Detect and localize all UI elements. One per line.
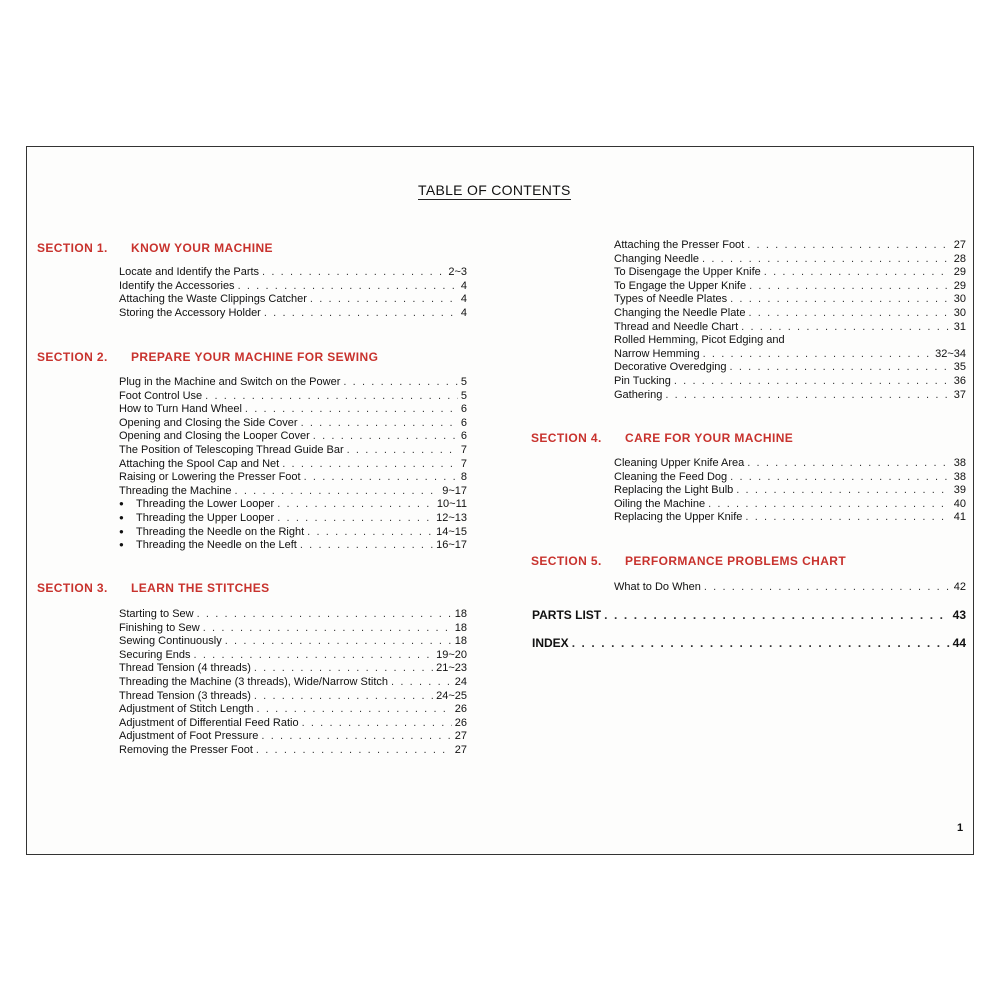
entry-label: Types of Needle Plates — [614, 293, 728, 306]
leader-dots — [391, 676, 452, 690]
toc-entry — [614, 348, 966, 362]
parts-list-label: PARTS LIST — [532, 608, 602, 622]
leader-dots — [730, 361, 951, 375]
entry-label: Raising or Lowering the Presser Foot — [119, 471, 301, 484]
entry-page: 40 — [953, 497, 966, 510]
toc-entry — [119, 280, 467, 294]
toc-entry — [119, 635, 467, 649]
entry-label: Threading the Machine — [119, 484, 232, 497]
toc-entry — [119, 512, 467, 526]
section-name: CARE FOR YOUR MACHINE — [625, 431, 794, 445]
toc-entry — [119, 539, 467, 553]
index-page: 44 — [952, 636, 966, 650]
entry-label: Opening and Closing the Looper Cover — [119, 430, 310, 443]
toc-entry — [119, 717, 467, 731]
entry-label: Changing Needle — [614, 252, 700, 265]
entry-page: 27 — [454, 730, 467, 743]
section-4-heading — [531, 431, 793, 445]
toc-entry — [614, 484, 966, 498]
entry-label: ● Threading the Needle on the Left — [119, 538, 297, 553]
leader-dots — [747, 457, 951, 471]
toc-entry — [614, 293, 966, 307]
toc-entry — [614, 471, 966, 485]
entry-page: 18 — [454, 635, 467, 648]
toc-entry — [614, 457, 966, 471]
entry-label: Opening and Closing the Side Cover — [119, 416, 298, 429]
entry-page: 28 — [953, 252, 966, 265]
toc-entry — [614, 307, 966, 321]
toc-entry — [614, 253, 966, 267]
entry-label: Rolled Hemming, Picot Edging and — [614, 334, 785, 347]
entry-page: 10~11 — [436, 498, 467, 511]
entry-label: Adjustment of Differential Feed Ratio — [119, 716, 299, 729]
entry-label: Storing the Accessory Holder — [119, 306, 261, 319]
leader-dots — [302, 717, 452, 731]
entry-label: ● Threading the Upper Looper — [119, 511, 274, 526]
section-name: KNOW YOUR MACHINE — [131, 241, 273, 255]
entry-label: Narrow Hemming — [614, 347, 700, 360]
section-3-heading — [37, 581, 270, 595]
toc-entry — [119, 649, 467, 663]
entry-page: 19~20 — [436, 648, 467, 661]
leader-dots — [205, 390, 458, 404]
section-3-entries-continued — [614, 239, 966, 402]
toc-entry — [614, 321, 966, 335]
entry-page: 8 — [460, 471, 467, 484]
entry-label: Pin Tucking — [614, 374, 671, 387]
entry-page: 27 — [454, 743, 467, 756]
leader-dots — [203, 622, 452, 636]
leader-dots — [604, 608, 950, 622]
leader-dots — [343, 376, 458, 390]
toc-entry — [119, 390, 467, 404]
entry-label: Thread Tension (4 threads) — [119, 662, 251, 675]
toc-entry — [119, 293, 467, 307]
toc-entry — [119, 703, 467, 717]
entry-label: Gathering — [614, 388, 663, 401]
leader-dots — [665, 389, 950, 403]
entry-label: Cleaning the Feed Dog — [614, 470, 728, 483]
entry-label: Plug in the Machine and Switch on the Power — [119, 376, 341, 388]
leader-dots — [307, 526, 433, 540]
page-number: 1 — [957, 822, 964, 834]
entry-page: 24~25 — [436, 689, 467, 702]
entry-label: To Disengage the Upper Knife — [614, 266, 761, 279]
toc-entry — [119, 526, 467, 540]
leader-dots — [749, 280, 951, 294]
entry-page: 5 — [460, 389, 467, 402]
entry-page: 16~17 — [436, 539, 467, 552]
index-label: INDEX — [532, 636, 569, 650]
entry-page: 27 — [953, 239, 966, 251]
section-number: SECTION 3. — [37, 581, 108, 595]
toc-entry — [119, 417, 467, 431]
entry-page: 24 — [454, 675, 467, 688]
section-5-heading — [531, 554, 846, 568]
entry-label: ● Threading the Lower Looper — [119, 497, 274, 512]
entry-page: 26 — [454, 716, 467, 729]
entry-label: Replacing the Upper Knife — [614, 511, 743, 524]
leader-dots — [264, 307, 458, 321]
entry-page: 29 — [953, 266, 966, 279]
entry-page: 35 — [953, 361, 966, 374]
entry-label: Securing Ends — [119, 648, 191, 661]
leader-dots — [304, 471, 458, 485]
leader-dots — [257, 703, 452, 717]
leader-dots — [277, 512, 433, 526]
entry-page: 9~17 — [442, 484, 467, 497]
toc-entry — [614, 239, 966, 253]
toc-entry — [119, 676, 467, 690]
section-number: SECTION 4. — [531, 431, 602, 445]
entry-label: Replacing the Light Bulb — [614, 484, 734, 497]
entry-page: 7 — [460, 443, 467, 456]
section-2-entries — [119, 376, 467, 553]
entry-label: Decorative Overedging — [614, 361, 727, 374]
entry-label: What to Do When — [614, 581, 701, 593]
entry-label: Attaching the Spool Cap and Net — [119, 457, 280, 470]
toc-entry — [119, 690, 467, 704]
parts-list-entry — [532, 608, 966, 622]
entry-label: To Engage the Upper Knife — [614, 279, 747, 292]
toc-entry — [119, 485, 467, 499]
toc-entry — [119, 307, 467, 321]
entry-label: Foot Control Use — [119, 389, 203, 402]
leader-dots — [225, 635, 452, 649]
leader-dots — [301, 417, 458, 431]
section-number: SECTION 2. — [37, 350, 108, 364]
leader-dots — [194, 649, 434, 663]
section-name: LEARN THE STITCHES — [131, 581, 270, 595]
toc-entry — [614, 581, 966, 595]
entry-label: Removing the Presser Foot — [119, 743, 253, 756]
entry-label: ● Threading the Needle on the Right — [119, 525, 304, 540]
entry-label: Starting to Sew — [119, 608, 194, 620]
entry-label: Threading the Machine (3 threads), Wide/Narrow Stitch — [119, 675, 389, 688]
entry-page: 39 — [953, 484, 966, 497]
leader-dots — [254, 690, 433, 704]
entry-page: 38 — [953, 457, 966, 469]
toc-entry — [119, 444, 467, 458]
entry-label: Thread Tension (3 threads) — [119, 689, 251, 702]
section-3-entries — [119, 608, 467, 758]
entry-page: 37 — [953, 388, 966, 401]
leader-dots — [708, 498, 951, 512]
entry-page: 41 — [953, 511, 966, 524]
leader-dots — [745, 511, 950, 525]
toc-entry — [614, 498, 966, 512]
entry-label: Changing the Needle Plate — [614, 306, 746, 319]
leader-dots — [703, 348, 933, 362]
leader-dots — [254, 662, 433, 676]
toc-entry — [119, 266, 467, 280]
entry-label: Locate and Identify the Parts — [119, 266, 260, 278]
entry-page: 2~3 — [448, 266, 467, 278]
section-5-entries — [614, 581, 966, 595]
entry-page: 4 — [460, 293, 467, 306]
toc-entry — [614, 375, 966, 389]
leader-dots — [736, 484, 951, 498]
entry-page: 31 — [953, 320, 966, 333]
leader-dots — [702, 253, 951, 267]
toc-entry — [119, 430, 467, 444]
entry-page: 21~23 — [436, 662, 467, 675]
index-entry — [532, 636, 966, 650]
entry-page: 42 — [953, 581, 966, 593]
entry-label: Adjustment of Stitch Length — [119, 703, 254, 716]
entry-page: 30 — [953, 306, 966, 319]
leader-dots — [730, 471, 951, 485]
leader-dots — [261, 730, 451, 744]
toc-entry — [119, 744, 467, 758]
entry-page: 4 — [460, 279, 467, 292]
section-number: SECTION 1. — [37, 241, 108, 255]
leader-dots — [704, 581, 951, 595]
entry-page: 14~15 — [436, 525, 467, 538]
leader-dots — [310, 293, 458, 307]
section-1-heading — [37, 241, 273, 255]
entry-page: 12~13 — [436, 511, 467, 524]
toc-entry — [119, 730, 467, 744]
leader-dots — [572, 636, 950, 650]
entry-page: 36 — [953, 374, 966, 387]
toc-entry — [119, 662, 467, 676]
toc-entry — [119, 376, 467, 390]
entry-label: Thread and Needle Chart — [614, 320, 739, 333]
section-2-heading — [37, 350, 378, 364]
entry-label: Cleaning Upper Knife Area — [614, 457, 745, 469]
section-4-entries — [614, 457, 966, 525]
parts-list-page: 43 — [952, 608, 966, 622]
entry-page: 6 — [460, 403, 467, 416]
entry-page: 32~34 — [935, 347, 966, 360]
entry-page: 18 — [454, 608, 467, 620]
toc-entry — [614, 361, 966, 375]
entry-label: How to Turn Hand Wheel — [119, 403, 242, 416]
entry-page: 26 — [454, 703, 467, 716]
toc-entry — [119, 622, 467, 636]
leader-dots — [256, 744, 452, 758]
entry-label: Identify the Accessories — [119, 279, 235, 292]
entry-page: 38 — [953, 470, 966, 483]
entry-label: Adjustment of Foot Pressure — [119, 730, 259, 743]
leader-dots — [277, 498, 434, 512]
leader-dots — [300, 539, 433, 553]
leader-dots — [238, 280, 458, 294]
page-title: TABLE OF CONTENTS — [418, 182, 571, 198]
leader-dots — [764, 266, 951, 280]
leader-dots — [730, 293, 951, 307]
leader-dots — [282, 458, 458, 472]
entry-label: Attaching the Presser Foot — [614, 239, 745, 251]
entry-page: 6 — [460, 430, 467, 443]
entry-page: 7 — [460, 457, 467, 470]
leader-dots — [748, 307, 950, 321]
entry-label: Attaching the Waste Clippings Catcher — [119, 293, 307, 306]
toc-entry — [614, 334, 966, 348]
section-name: PREPARE YOUR MACHINE FOR SEWING — [131, 350, 379, 364]
entry-page: 30 — [953, 293, 966, 306]
section-name: PERFORMANCE PROBLEMS CHART — [625, 554, 847, 568]
toc-entry — [614, 266, 966, 280]
entry-page: 5 — [460, 376, 467, 388]
entry-label: The Position of Telescoping Thread Guide Bar — [119, 443, 344, 456]
toc-entry — [119, 458, 467, 472]
entry-page: 6 — [460, 416, 467, 429]
toc-entry — [119, 471, 467, 485]
toc-entry — [119, 403, 467, 417]
section-1-entries — [119, 266, 467, 320]
leader-dots — [262, 266, 445, 280]
entry-label: Oiling the Machine — [614, 497, 706, 510]
entry-page: 29 — [953, 279, 966, 292]
entry-page: 18 — [454, 621, 467, 634]
toc-entry — [119, 498, 467, 512]
toc-entry — [614, 389, 966, 403]
toc-entry — [614, 280, 966, 294]
leader-dots — [674, 375, 951, 389]
leader-dots — [197, 608, 452, 622]
leader-dots — [747, 239, 951, 253]
section-number: SECTION 5. — [531, 554, 602, 568]
leader-dots — [235, 485, 440, 499]
leader-dots — [245, 403, 458, 417]
leader-dots — [741, 321, 951, 335]
entry-label: Sewing Continuously — [119, 635, 222, 648]
leader-dots — [347, 444, 458, 458]
toc-entry — [119, 608, 467, 622]
entry-label: Finishing to Sew — [119, 621, 200, 634]
leader-dots — [313, 430, 458, 444]
entry-page: 4 — [460, 306, 467, 319]
toc-entry — [614, 511, 966, 525]
